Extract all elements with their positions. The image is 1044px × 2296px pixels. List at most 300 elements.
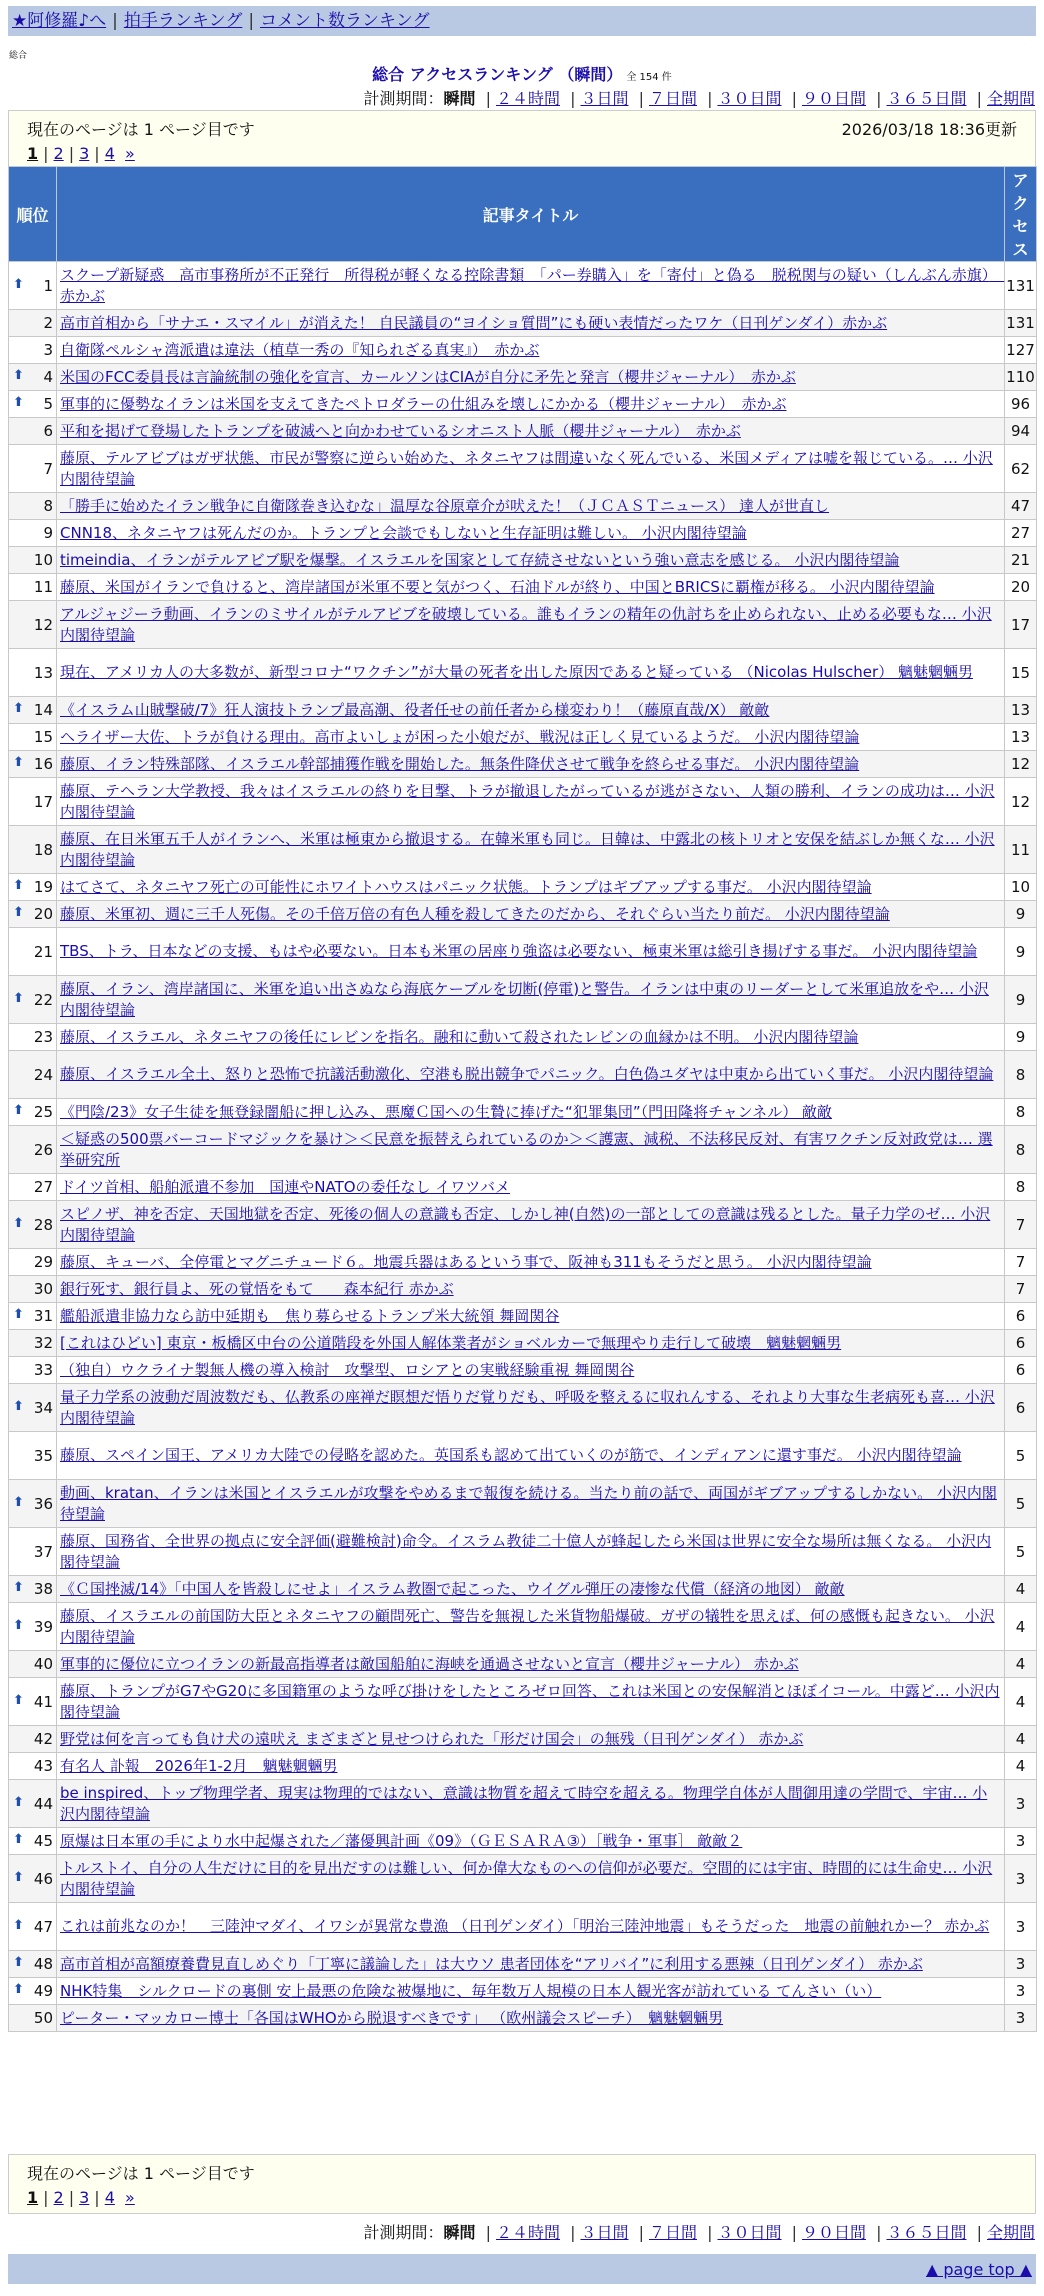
rank-cell [9,1303,57,1330]
access-count: 110 [1005,364,1037,391]
title-cell [57,547,1005,574]
rank-number: 49 [33,1982,53,2000]
rank-number: 34 [33,1398,53,1417]
rank-cell [9,1753,57,1780]
rank-cell [9,601,57,649]
access-count: 9 [1005,928,1037,976]
rank-cell [9,1978,57,2005]
article-title-link[interactable]: 軍事的に優位に立つイランの新最高指導者は敵国船舶に海峡を通過させないと宣言（櫻井ジャーナル） 赤かぶ [60,1654,799,1673]
article-title-link[interactable]: timeindia、イランがテルアビブ駅を爆撃。イスラエルを国家として存続させないという強い意志を感じる。 小沢内閣待望論 [60,550,900,569]
access-count: 13 [1005,724,1037,751]
article-title-link[interactable]: be inspired、トップ物理学者、現実は物理的ではない、意識は物質を超えて時空を超える。物理学自体が人間御用達の学問で、宇宙… 小沢内閣待望論 [60,1783,988,1823]
table-row [9,901,1037,928]
period-separator: | [485,89,491,108]
period-365d-link[interactable]: ３６５日間 [886,2223,967,2242]
table-row [9,445,1037,493]
ranking-heading [0,62,1044,85]
access-count: 3 [1005,1903,1037,1951]
article-title-link[interactable]: ピーター・マッカロー博士「各国はWHOから脱退すべきです」 （欧州議会スピーチ） 魑魅魍魎男 [60,2008,724,2027]
item-count: 全 154 件 [626,72,672,83]
period-30d-link[interactable]: ３０日間 [717,2223,782,2242]
clap-ranking-link[interactable]: 拍手ランキング [123,11,243,31]
period-7d-link[interactable]: ７日間 [648,2223,697,2242]
rank-number: 43 [33,1757,53,1775]
page-next-link[interactable]: » [125,144,135,163]
article-title-link[interactable]: 「勝手に始めたイラン戦争に自衛隊巻き込むな」温厚な谷原章介が吠えた！（ＪＣＡＳＴニュース） 達人が世直し [60,496,830,515]
rank-cell [9,1780,57,1828]
rank-cell [9,778,57,826]
rank-number: 1 [43,276,53,295]
access-count: 20 [1005,574,1037,601]
article-title-link[interactable]: ドイツ首相、船舶派遣不参加 国連やNATOの委任なし イワツバメ [60,1177,511,1196]
access-count: 4 [1005,1753,1037,1780]
title-cell [57,1855,1005,1903]
title-cell [57,1480,1005,1528]
period-selector [363,86,1035,109]
pagination [27,2188,135,2207]
title-cell [57,826,1005,874]
article-title-link[interactable]: 米国のFCC委員長は言論統制の強化を宣言、カールソンはCIAが自分に矛先と発言（櫻井ジャーナル） 赤かぶ [60,367,796,386]
rank-cell [9,262,57,310]
ranking-rows [9,262,1037,2032]
table-row [9,1480,1037,1528]
article-title-link[interactable]: アルジャジーラ動画、イランのミサイルがテルアビブを破壊している。誰もイランの精年の仇討ちを止められない、止める必要もな… 小沢内閣待望論 [60,604,992,644]
period-separator: | [876,89,882,108]
access-count: 131 [1005,262,1037,310]
title-cell [57,1051,1005,1099]
table-row [9,1357,1037,1384]
rank-up-arrow-icon: ⬆ [13,368,24,383]
table-row [9,1726,1037,1753]
page-link-3[interactable]: 3 [79,144,90,163]
rank-number: 31 [33,1307,53,1325]
comment-ranking-link[interactable]: コメント数ランキング [260,11,430,31]
article-title-link[interactable]: 藤原、米国がイランで負けると、湾岸諸国が米軍不要と気がつく、石油ドルが終り、中国とBRICSに覇権が移る。 小沢内閣待望論 [60,577,935,596]
rank-up-arrow-icon: ⬆ [13,1917,24,1933]
rank-cell [9,1855,57,1903]
period-24h-link[interactable]: ２４時間 [495,2223,560,2242]
rank-up-arrow-icon: ⬆ [13,1580,24,1595]
period-separator: | [791,2223,797,2242]
table-row [9,1651,1037,1678]
article-title-link[interactable]: 《門陰/23》女子生徒を無登録闇船に押し込み、悪魔Ｃ国への生贄に捧げた“犯罪集団”（門田隆将チャンネル） 敵敵 [60,1102,832,1121]
article-title-link[interactable]: スピノザ、神を否定、天国地獄を否定、死後の個人の意識も否定、しかし神(自然)の一部としての意識は残るとした。量子力学のゼ… 小沢内閣待望論 [60,1204,991,1244]
article-title-link[interactable]: ヘライザー大佐、トラが負ける理由。高市よいしょが困った小娘だが、戦況は正しく見ているようだ。 小沢内閣待望論 [60,727,860,746]
table-row [9,928,1037,976]
table-row [9,310,1037,337]
table-row [9,418,1037,445]
page-link-1: 1 [27,144,39,163]
page-separator: | [68,2188,75,2207]
rank-number: 21 [33,942,53,961]
period-7d-link[interactable]: ７日間 [648,89,697,108]
rank-cell [9,391,57,418]
page-info-top [8,110,1036,170]
article-title-link[interactable]: 《イスラム山賊撃破/7》狂人演技トランプ最高潮、役者任せの前任者から様変わり！（藤原直哉/X） 敵敵 [60,700,770,719]
article-title-link[interactable]: これは前兆なのか！ 三陸沖マダイ、イワシが異常な豊漁 （日刊ゲンダイ）「明治三陸沖地震」もそうだった 地震の前触れかー？ 赤かぶ [60,1917,990,1935]
access-count: 11 [1005,826,1037,874]
article-title-link[interactable]: 艦船派遣非協力なら訪中延期も 焦り募らせるトランプ米大統領 舞岡関谷 [60,1306,560,1325]
title-cell [57,1432,1005,1480]
rank-number: 48 [33,1955,53,1973]
rank-cell [9,418,57,445]
article-title-link[interactable]: 藤原、スペイン国王、アメリカ大陸での侵略を認めた。英国系も認めて出ていくのが筋で、インディアンに還す事だ。 小沢内閣待望論 [60,1446,962,1464]
title-cell [57,520,1005,547]
page-link-3[interactable]: 3 [79,2188,90,2207]
article-title-link[interactable]: 高市首相から「サナエ・スマイル」が消えた！ 自民議員の“ヨイショ質問”にも硬い表情だったワケ（日刊ゲンダイ）赤かぶ [60,313,888,332]
access-count: 94 [1005,418,1037,445]
rank-cell [9,1603,57,1651]
rank-number: 47 [33,1917,53,1936]
table-row [9,391,1037,418]
access-count: 21 [1005,547,1037,574]
rank-number: 29 [33,1253,53,1271]
article-title-link[interactable]: はてさて、ネタニヤフ死亡の可能性にホワイトハウスはパニック状態。トランプはギブアップする事だ。 小沢内閣待望論 [60,877,872,896]
access-count: 5 [1005,1528,1037,1576]
article-title-link[interactable]: 藤原、イスラエルの前国防大臣とネタニヤフの顧問死亡、警告を無視した米貨物船爆破。ガザの犠牲を思えば、何の感慨も起きない。 小沢内閣待望論 [60,1606,995,1646]
rank-number: 28 [33,1215,53,1234]
title-cell [57,1978,1005,2005]
article-title-link[interactable]: 藤原、イスラエル、ネタニヤフの後任にレビンを指名。融和に動いて殺されたレビンの血縁かは不明。 小沢内閣待望論 [60,1027,859,1046]
current-page-text: 現在のページは 1 ページ目です [27,2164,255,2183]
rank-cell [9,364,57,391]
header-rank: 順位 [9,167,57,262]
updated-timestamp: 2026/03/18 18:36更新 [841,120,1017,139]
period-90d-link[interactable]: ９０日間 [801,89,866,108]
rank-up-arrow-icon: ⬆ [13,1832,24,1847]
table-row [9,1384,1037,1432]
access-count: 12 [1005,778,1037,826]
table-row [9,1126,1037,1174]
rank-number: 4 [43,368,53,386]
period-all-link[interactable]: 全期間 [986,2223,1035,2242]
page-top-link[interactable]: ▲ page top ▲ [925,2260,1032,2279]
access-count: 62 [1005,445,1037,493]
table-row [9,1099,1037,1126]
rank-number: 2 [43,314,53,332]
rank-cell [9,1828,57,1855]
access-count: 5 [1005,1480,1037,1528]
article-title-link[interactable]: 藤原、在日米軍五千人がイランへ、米軍は極東から撤退する。在韓米軍も同じ。日韓は、中露北の核トリオと安保を結ぶしか無くな… 小沢内閣待望論 [60,829,995,869]
rank-number: 32 [33,1334,53,1352]
rank-number: 41 [33,1692,53,1711]
rank-cell [9,1276,57,1303]
article-title-link[interactable]: 藤原、トランプがG7やG20に多国籍軍のような呼び掛けをしたところゼロ回答、これは米国との安保解消とほぼイコール。中露ど… 小沢内閣待望論 [60,1681,1000,1721]
access-count: 8 [1005,1126,1037,1174]
article-title-link[interactable]: 野党は何を言っても負け犬の遠吠え まざまざと見せつけられた「形だけ国会」の無残（日刊ゲンダイ） 赤かぶ [60,1729,804,1748]
table-row [9,751,1037,778]
period-3d-link[interactable]: ３日間 [580,89,629,108]
title-cell [57,1357,1005,1384]
page-link-2[interactable]: 2 [53,2188,64,2207]
rank-number: 16 [33,755,53,773]
rank-number: 24 [33,1065,53,1084]
article-title-link[interactable]: 有名人 訃報 2026年1-2月 魑魅魍魎男 [60,1756,338,1775]
article-title-link[interactable]: 《Ｃ国挫滅/14》「中国人を皆殺しにせよ」イスラム教圏で起こった、ウイグル弾圧の凄惨な代償（経済の地図） 敵敵 [60,1579,845,1598]
period-separator: | [570,89,576,108]
period-separator: | [638,89,644,108]
article-title-link[interactable]: TBS、トラ、日本などの支援、もはや必要ない。日本も米軍の居座り強盗は必要ない、極東米軍は総引き揚げする事だ。 小沢内閣待望論 [60,942,978,960]
page-separator: | [94,2188,100,2207]
rank-cell [9,1126,57,1174]
rank-number: 33 [33,1361,53,1379]
article-title-link[interactable]: トルストイ、自分の人生だけに目的を見出だすのは難しい、何か偉大なものへの信仰が必要だ。空間的には宇宙、時間的には生命史… 小沢内閣待望論 [60,1858,993,1898]
rank-number: 6 [43,422,53,440]
title-cell [57,1528,1005,1576]
page-link-4[interactable]: 4 [104,144,115,163]
access-count: 7 [1005,1276,1037,1303]
article-title-link[interactable]: 平和を掲げて登場したトランプを破滅へと向かわせているシオニスト人脈（櫻井ジャーナル） 赤かぶ [60,421,741,440]
table-row [9,724,1037,751]
article-title-link[interactable]: 藤原、イスラエル全土、怒りと恐怖で抗議活動激化、空港も脱出競争でパニック。白色偽ユダヤは中東から出ていく事だ。 小沢内閣待望論 [60,1065,994,1083]
title-cell [57,2005,1005,2032]
title-cell [57,1726,1005,1753]
rank-cell [9,724,57,751]
rank-cell [9,874,57,901]
rank-number: 27 [33,1178,53,1196]
table-row [9,364,1037,391]
rank-number: 23 [33,1028,53,1046]
page-link-1: 1 [27,2188,39,2207]
period-separator: | [976,2223,982,2242]
period-label: 計測期間： [363,89,444,108]
rank-up-arrow-icon: ⬆ [13,1103,24,1118]
rank-up-arrow-icon: ⬆ [13,878,24,893]
period-365d-link[interactable]: ３６５日間 [886,89,967,108]
period-24h-link[interactable]: ２４時間 [495,89,560,108]
rank-cell [9,1651,57,1678]
title-cell [57,1384,1005,1432]
article-title-link[interactable]: 藤原、国務省、全世界の拠点に安全評価(避難検討)命令。イスラム教徒二十億人が蜂起したら米国は世界に安全な場所は無くなる。 小沢内閣待望論 [60,1531,992,1571]
rank-up-arrow-icon: ⬆ [13,1794,24,1810]
rank-cell [9,1330,57,1357]
article-title-link[interactable]: 藤原、テルアビブはガザ状態、市民が警察に逆らい始めた、ネタニヤフは間違いなく死んでいる、米国メディアは嘘を報じている。… 小沢内閣待望論 [60,448,993,488]
title-cell [57,1099,1005,1126]
rank-cell [9,1480,57,1528]
access-count: 4 [1005,1651,1037,1678]
access-count: 12 [1005,751,1037,778]
period-separator: | [707,89,713,108]
article-title-link[interactable]: NHK特集 シルクロードの裏側 安上最悪の危険な被爆地に、毎年数万人規模の日本人観光客が訪れている てんさい（い） [60,1981,882,2000]
rank-cell [9,310,57,337]
table-row [9,1051,1037,1099]
article-title-link[interactable]: 現在、アメリカ人の大多数が、新型コロナ“ワクチン”が大量の死者を出した原因であると疑っている （Nicolas Hulscher） 魑魅魍魎男 [60,663,973,681]
access-count: 47 [1005,493,1037,520]
title-cell [57,1951,1005,1978]
rank-number: 9 [43,524,53,542]
table-row [9,976,1037,1024]
table-row [9,1528,1037,1576]
article-title-link[interactable]: 動画、kratan、イランは米国とイスラエルが攻撃をやめるまで報復を続ける。当たり前の話で、両国がギブアップするしかない。 小沢内閣待望論 [60,1483,997,1523]
access-count: 127 [1005,337,1037,364]
rank-cell [9,520,57,547]
rank-number: 22 [33,990,53,1009]
title-cell [57,928,1005,976]
rank-cell [9,1174,57,1201]
title-cell [57,493,1005,520]
rank-up-arrow-icon: ⬆ [13,276,24,292]
rank-cell [9,1576,57,1603]
period-30d-link[interactable]: ３０日間 [717,89,782,108]
table-row [9,520,1037,547]
page-info-bottom [8,2154,1036,2214]
table-row [9,1828,1037,1855]
rank-up-arrow-icon: ⬆ [13,395,24,410]
access-count: 15 [1005,649,1037,697]
rank-number: 42 [33,1730,53,1748]
header-access: アクセス [1005,167,1037,262]
access-count: 8 [1005,1051,1037,1099]
rank-number: 44 [33,1794,53,1813]
table-row [9,649,1037,697]
period-separator: | [876,2223,882,2242]
article-title-link[interactable]: ＜疑惑の500票バーコードマジックを暴け＞＜民意を振替えられているのか＞＜護憲、減税、不法移民反対、有害ワクチン反対政党は… 選挙研究所 [60,1129,993,1169]
rank-number: 10 [33,551,53,569]
page-separator: | [43,144,49,163]
access-count: 3 [1005,1780,1037,1828]
title-cell [57,724,1005,751]
title-cell [57,697,1005,724]
access-count: 96 [1005,391,1037,418]
rank-cell [9,1726,57,1753]
rank-number: 38 [33,1580,53,1598]
access-count: 131 [1005,310,1037,337]
current-page-text: 現在のページは 1 ページ目です [27,120,255,139]
title-cell [57,445,1005,493]
access-count: 9 [1005,901,1037,928]
article-title-link[interactable]: 原爆は日本軍の手により水中起爆された／藩優興計画《09》（ＧＥＳＡＲＡ③）［戦争・軍事］ 敵敵２ [60,1831,743,1850]
article-title-link[interactable]: 藤原、テヘラン大学教授、我々はイスラエルの終りを目撃、トラが撤退したがっているが逃がさない、人類の勝利、イランの成功は… 小沢内閣待望論 [60,781,995,821]
title-cell [57,649,1005,697]
rank-number: 14 [33,701,53,719]
period-current: 瞬間 [443,2223,476,2242]
table-row [9,1249,1037,1276]
nav-separator: | [112,11,118,31]
title-cell [57,364,1005,391]
title-cell [57,1330,1005,1357]
ranking-title: 総合 アクセスランキング （瞬間） [372,65,623,84]
rank-cell [9,1678,57,1726]
rank-number: 13 [33,663,53,682]
page-link-4[interactable]: 4 [104,2188,115,2207]
rank-cell [9,337,57,364]
table-row [9,1855,1037,1903]
table-row [9,1951,1037,1978]
table-row [9,1276,1037,1303]
table-row [9,601,1037,649]
rank-up-arrow-icon: ⬆ [13,701,24,716]
title-cell [57,391,1005,418]
access-count: 6 [1005,1303,1037,1330]
rank-cell [9,1903,57,1951]
article-title-link[interactable]: スクープ新疑惑 高市事務所が不正発行 所得税が軽くなる控除書類 「パー券購入」を「寄付」と偽る 脱税関与の疑い（しんぶん赤旗） 赤かぶ [60,265,1005,305]
period-all-link[interactable]: 全期間 [986,89,1035,108]
access-count: 7 [1005,1249,1037,1276]
title-cell [57,1249,1005,1276]
rank-cell [9,649,57,697]
table-row [9,1576,1037,1603]
table-row [9,1753,1037,1780]
access-count: 4 [1005,1576,1037,1603]
access-count: 3 [1005,1828,1037,1855]
rank-number: 7 [43,459,53,478]
header-title: 記事タイトル [57,167,1005,262]
table-row [9,337,1037,364]
title-cell [57,1024,1005,1051]
rank-cell [9,1201,57,1249]
table-row [9,697,1037,724]
period-separator: | [570,2223,576,2242]
access-count: 4 [1005,1726,1037,1753]
nav-separator: | [248,11,255,31]
table-row [9,493,1037,520]
rank-up-arrow-icon: ⬆ [13,990,24,1006]
table-row [9,1174,1037,1201]
article-title-link[interactable]: CNN18、ネタニヤフは死んだのか。トランプと会談でもしないと生存証明は難しい。 小沢内閣待望論 [60,523,747,542]
rank-number: 11 [33,578,53,596]
bottom-bar [8,2254,1036,2284]
page-next-link[interactable]: » [125,2188,135,2207]
home-link[interactable]: ★阿修羅♪へ [12,11,107,31]
table-row [9,874,1037,901]
page-separator: | [68,144,75,163]
rank-number: 8 [43,497,53,515]
access-count: 6 [1005,1384,1037,1432]
title-cell [57,337,1005,364]
article-title-link[interactable]: 軍事的に優勢なイランは米国を支えてきたペトロダラーの仕組みを壊しにかかる（櫻井ジャーナル） 赤かぶ [60,394,787,413]
article-title-link[interactable]: 自衛隊ペルシャ湾派遣は違法（植草一秀の『知られざる真実』） 赤かぶ [60,340,540,359]
rank-number: 37 [33,1542,53,1561]
period-90d-link[interactable]: ９０日間 [801,2223,866,2242]
article-title-link[interactable]: [これはひどい] 東京・板橋区中台の公道階段を外国人解体業者がショベルカーで無理やり走行して破壊 魑魅魍魎男 [60,1333,842,1352]
title-cell [57,751,1005,778]
access-count: 3 [1005,2005,1037,2032]
access-count: 27 [1005,520,1037,547]
rank-up-arrow-icon: ⬆ [13,905,24,920]
article-title-link[interactable]: 藤原、イラン特殊部隊、イスラエル幹部捕獲作戦を開始した。無条件降伏させて戦争を終らせる事だ。 小沢内閣待望論 [60,754,860,773]
article-title-link[interactable]: 銀行死す、銀行員よ、死の覚悟をもて 森本紀行 赤かぶ [60,1279,454,1298]
period-current: 瞬間 [443,89,476,108]
table-row [9,1303,1037,1330]
page-link-2[interactable]: 2 [53,144,64,163]
article-title-link[interactable]: 量子力学系の波動だ周波数だも、仏教系の座禅だ瞑想だ悟りだ覚りだも、呼吸を整えるに収れんする、それより大事な生老病死も喜… 小沢内閣待望論 [60,1387,995,1427]
rank-number: 5 [43,395,53,413]
rank-number: 36 [33,1494,53,1513]
article-title-link[interactable]: 藤原、米軍初、週に三千人死傷。その千倍万倍の有色人種を殺してきたのだから、それぐらい当たり前だ。 小沢内閣待望論 [60,904,890,923]
access-count: 13 [1005,697,1037,724]
article-title-link[interactable]: 藤原、キューバ、全停電とマグニチュード６。地震兵器はあるという事で、阪神も311もそうだと思う。 小沢内閣待望論 [60,1252,872,1271]
access-count: 17 [1005,601,1037,649]
title-cell [57,1903,1005,1951]
access-count: 5 [1005,1432,1037,1480]
table-row [9,1978,1037,2005]
rank-number: 46 [33,1869,53,1888]
period-3d-link[interactable]: ３日間 [580,2223,629,2242]
rank-up-arrow-icon: ⬆ [13,1494,24,1510]
article-title-link[interactable]: （独自）ウクライナ製無人機の導入検討 攻撃型、ロシアとの実戦経験重視 舞岡関谷 [60,1360,635,1379]
title-cell [57,601,1005,649]
title-cell [57,310,1005,337]
article-title-link[interactable]: 高市首相が高額療養費見直しめぐり「丁寧に議論した」は大ウソ 患者団体を“アリバイ”に利用する悪辣（日刊ゲンダイ） 赤かぶ [60,1954,923,1973]
page-separator: | [43,2188,49,2207]
rank-cell [9,547,57,574]
pagination [27,144,135,163]
table-row [9,1201,1037,1249]
rank-cell [9,901,57,928]
rank-cell [9,1051,57,1099]
article-title-link[interactable]: 藤原、イラン、湾岸諸国に、米軍を追い出さぬなら海底ケーブルを切断(停電)と警告。イランは中東のリーダーとして米軍追放をや… 小沢内閣待望論 [60,979,989,1019]
table-row [9,1024,1037,1051]
